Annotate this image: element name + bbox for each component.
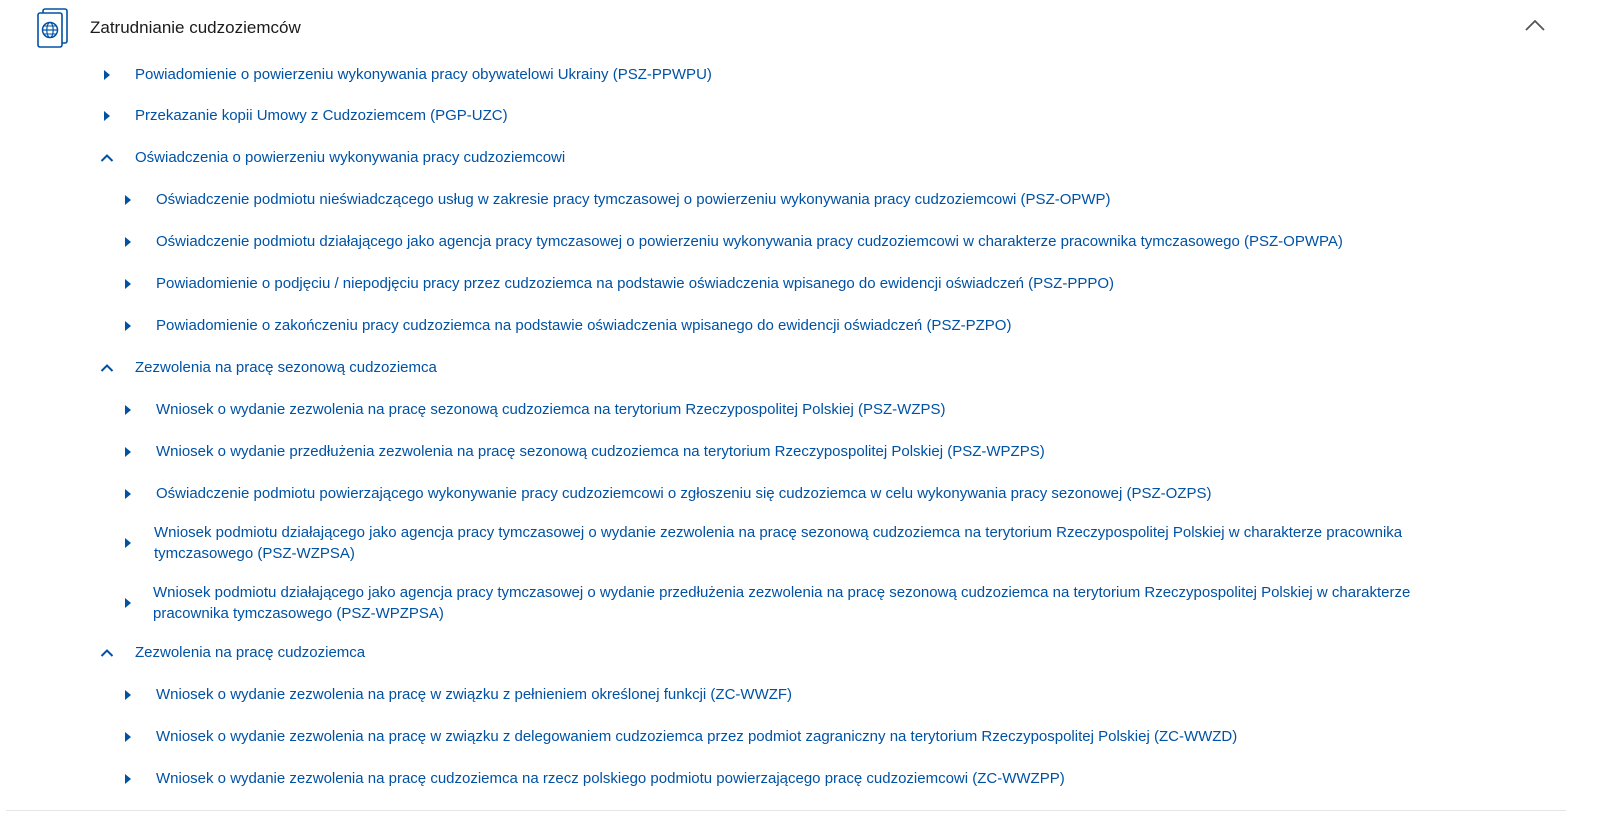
item-link[interactable]: Przekazanie kopii Umowy z Cudzoziemcem (PGP-UZC): [135, 107, 508, 124]
caret-right-icon: [121, 193, 135, 207]
section-header[interactable]: [36, 8, 1596, 48]
list-item[interactable]: [100, 64, 712, 85]
caret-right-icon: [121, 772, 135, 786]
list-item[interactable]: [121, 522, 1466, 564]
item-link[interactable]: Powiadomienie o podjęciu / niepodjęciu pracy przez cudzoziemca na podstawie oświadczenia wpisanego do ewidencji oświadczeń (PSZ-PPPO): [156, 275, 1115, 292]
item-link[interactable]: Oświadczenie podmiotu nieświadczącego usług w zakresie pracy tymczasowej o powierzeniu wykonywania pracy cudzoziemcowi (PSZ-OPWP): [156, 191, 1111, 208]
list-item[interactable]: [100, 105, 508, 126]
caret-right-icon: [121, 688, 135, 702]
item-link[interactable]: Wniosek o wydanie zezwolenia na pracę sezonową cudzoziemca na terytorium Rzeczypospolitej Polskiej (PSZ-WZPS): [156, 401, 946, 418]
caret-right-icon: [121, 277, 135, 291]
list-item[interactable]: [121, 399, 946, 420]
item-link[interactable]: Wniosek o wydanie zezwolenia na pracę w związku z pełnieniem określonej funkcji (ZC-WWZF): [156, 686, 793, 703]
item-link[interactable]: Powiadomienie o zakończeniu pracy cudzoziemca na podstawie oświadczenia wpisanego do ewidencji oświadczeń (PSZ-PZPO): [156, 317, 1012, 334]
section-title: Zatrudnianie cudzoziemców: [90, 18, 301, 37]
caret-right-icon: [121, 235, 135, 249]
caret-right-icon: [121, 487, 135, 501]
list-item[interactable]: [121, 315, 1011, 336]
chevron-up-icon: [100, 646, 114, 660]
group-link[interactable]: Oświadczenia o powierzeniu wykonywania pracy cudzoziemcowi: [135, 149, 566, 166]
group-header[interactable]: [100, 147, 565, 168]
list-item[interactable]: [121, 582, 1476, 624]
caret-right-icon: [121, 403, 135, 417]
caret-right-icon: [121, 319, 135, 333]
caret-right-icon: [100, 68, 114, 82]
item-link[interactable]: Oświadczenie podmiotu powierzającego wykonywanie pracy cudzoziemcowi o zgłoszeniu się cudzoziemca w celu wykonywania pracy sezonowej (PSZ-OZPS): [156, 485, 1212, 502]
item-link[interactable]: Powiadomienie o powierzeniu wykonywania pracy obywatelowi Ukrainy (PSZ-PPWPU): [135, 66, 712, 83]
group-header[interactable]: [100, 357, 437, 378]
bottom-divider: [6, 810, 1566, 811]
caret-right-icon: [121, 445, 135, 459]
list-item[interactable]: [121, 684, 792, 705]
globe-passport-icon: [36, 8, 70, 48]
item-link[interactable]: Wniosek podmiotu działającego jako agencja pracy tymczasowej o wydanie przedłużenia zezwolenia na pracę sezonową cudzoziemca na terytorium Rzeczypospolitej Polskiej w charakterze pracownika tymczasowego (PSZ-WPZPSA): [153, 584, 1411, 622]
caret-right-icon: [121, 730, 135, 744]
chevron-up-icon[interactable]: [1520, 10, 1550, 40]
item-link[interactable]: Wniosek o wydanie przedłużenia zezwolenia na pracę sezonową cudzoziemca na terytorium Rzeczypospolitej Polskiej (PSZ-WPZPS): [156, 443, 1045, 460]
group-link[interactable]: Zezwolenia na pracę cudzoziemca: [135, 644, 366, 661]
group-header[interactable]: [100, 642, 365, 663]
list-item[interactable]: [121, 273, 1114, 294]
list-item[interactable]: [121, 441, 1045, 462]
item-link[interactable]: Wniosek podmiotu działającego jako agencja pracy tymczasowej o wydanie zezwolenia na pracę sezonową cudzoziemca na terytorium Rzeczypospolitej Polskiej w charakterze pracownika tymczasowego (PSZ-WZPSA): [154, 524, 1403, 562]
list-item[interactable]: [121, 483, 1211, 504]
caret-right-icon: [100, 109, 114, 123]
list-item[interactable]: [121, 189, 1111, 210]
list-item[interactable]: [121, 726, 1237, 747]
item-link[interactable]: Wniosek o wydanie zezwolenia na pracę w związku z delegowaniem cudzoziemca przez podmiot zagraniczny na terytorium Rzeczypospolitej Polskiej (ZC-WWZD): [156, 728, 1238, 745]
list-item[interactable]: [121, 768, 1065, 789]
item-link[interactable]: Oświadczenie podmiotu działającego jako agencja pracy tymczasowej o powierzeniu wykonywania pracy cudzoziemcowi w charakterze pracownika tymczasowego (PSZ-OPWPA): [156, 233, 1343, 250]
item-link[interactable]: Wniosek o wydanie zezwolenia na pracę cudzoziemca na rzecz polskiego podmiotu powierzającego pracę cudzoziemcowi (ZC-WWZPP): [156, 770, 1065, 787]
caret-right-icon: [121, 536, 135, 550]
caret-right-icon: [121, 596, 135, 610]
chevron-up-icon: [100, 151, 114, 165]
list-item[interactable]: [121, 231, 1343, 252]
group-link[interactable]: Zezwolenia na pracę sezonową cudzoziemca: [135, 359, 437, 376]
chevron-up-icon: [100, 361, 114, 375]
